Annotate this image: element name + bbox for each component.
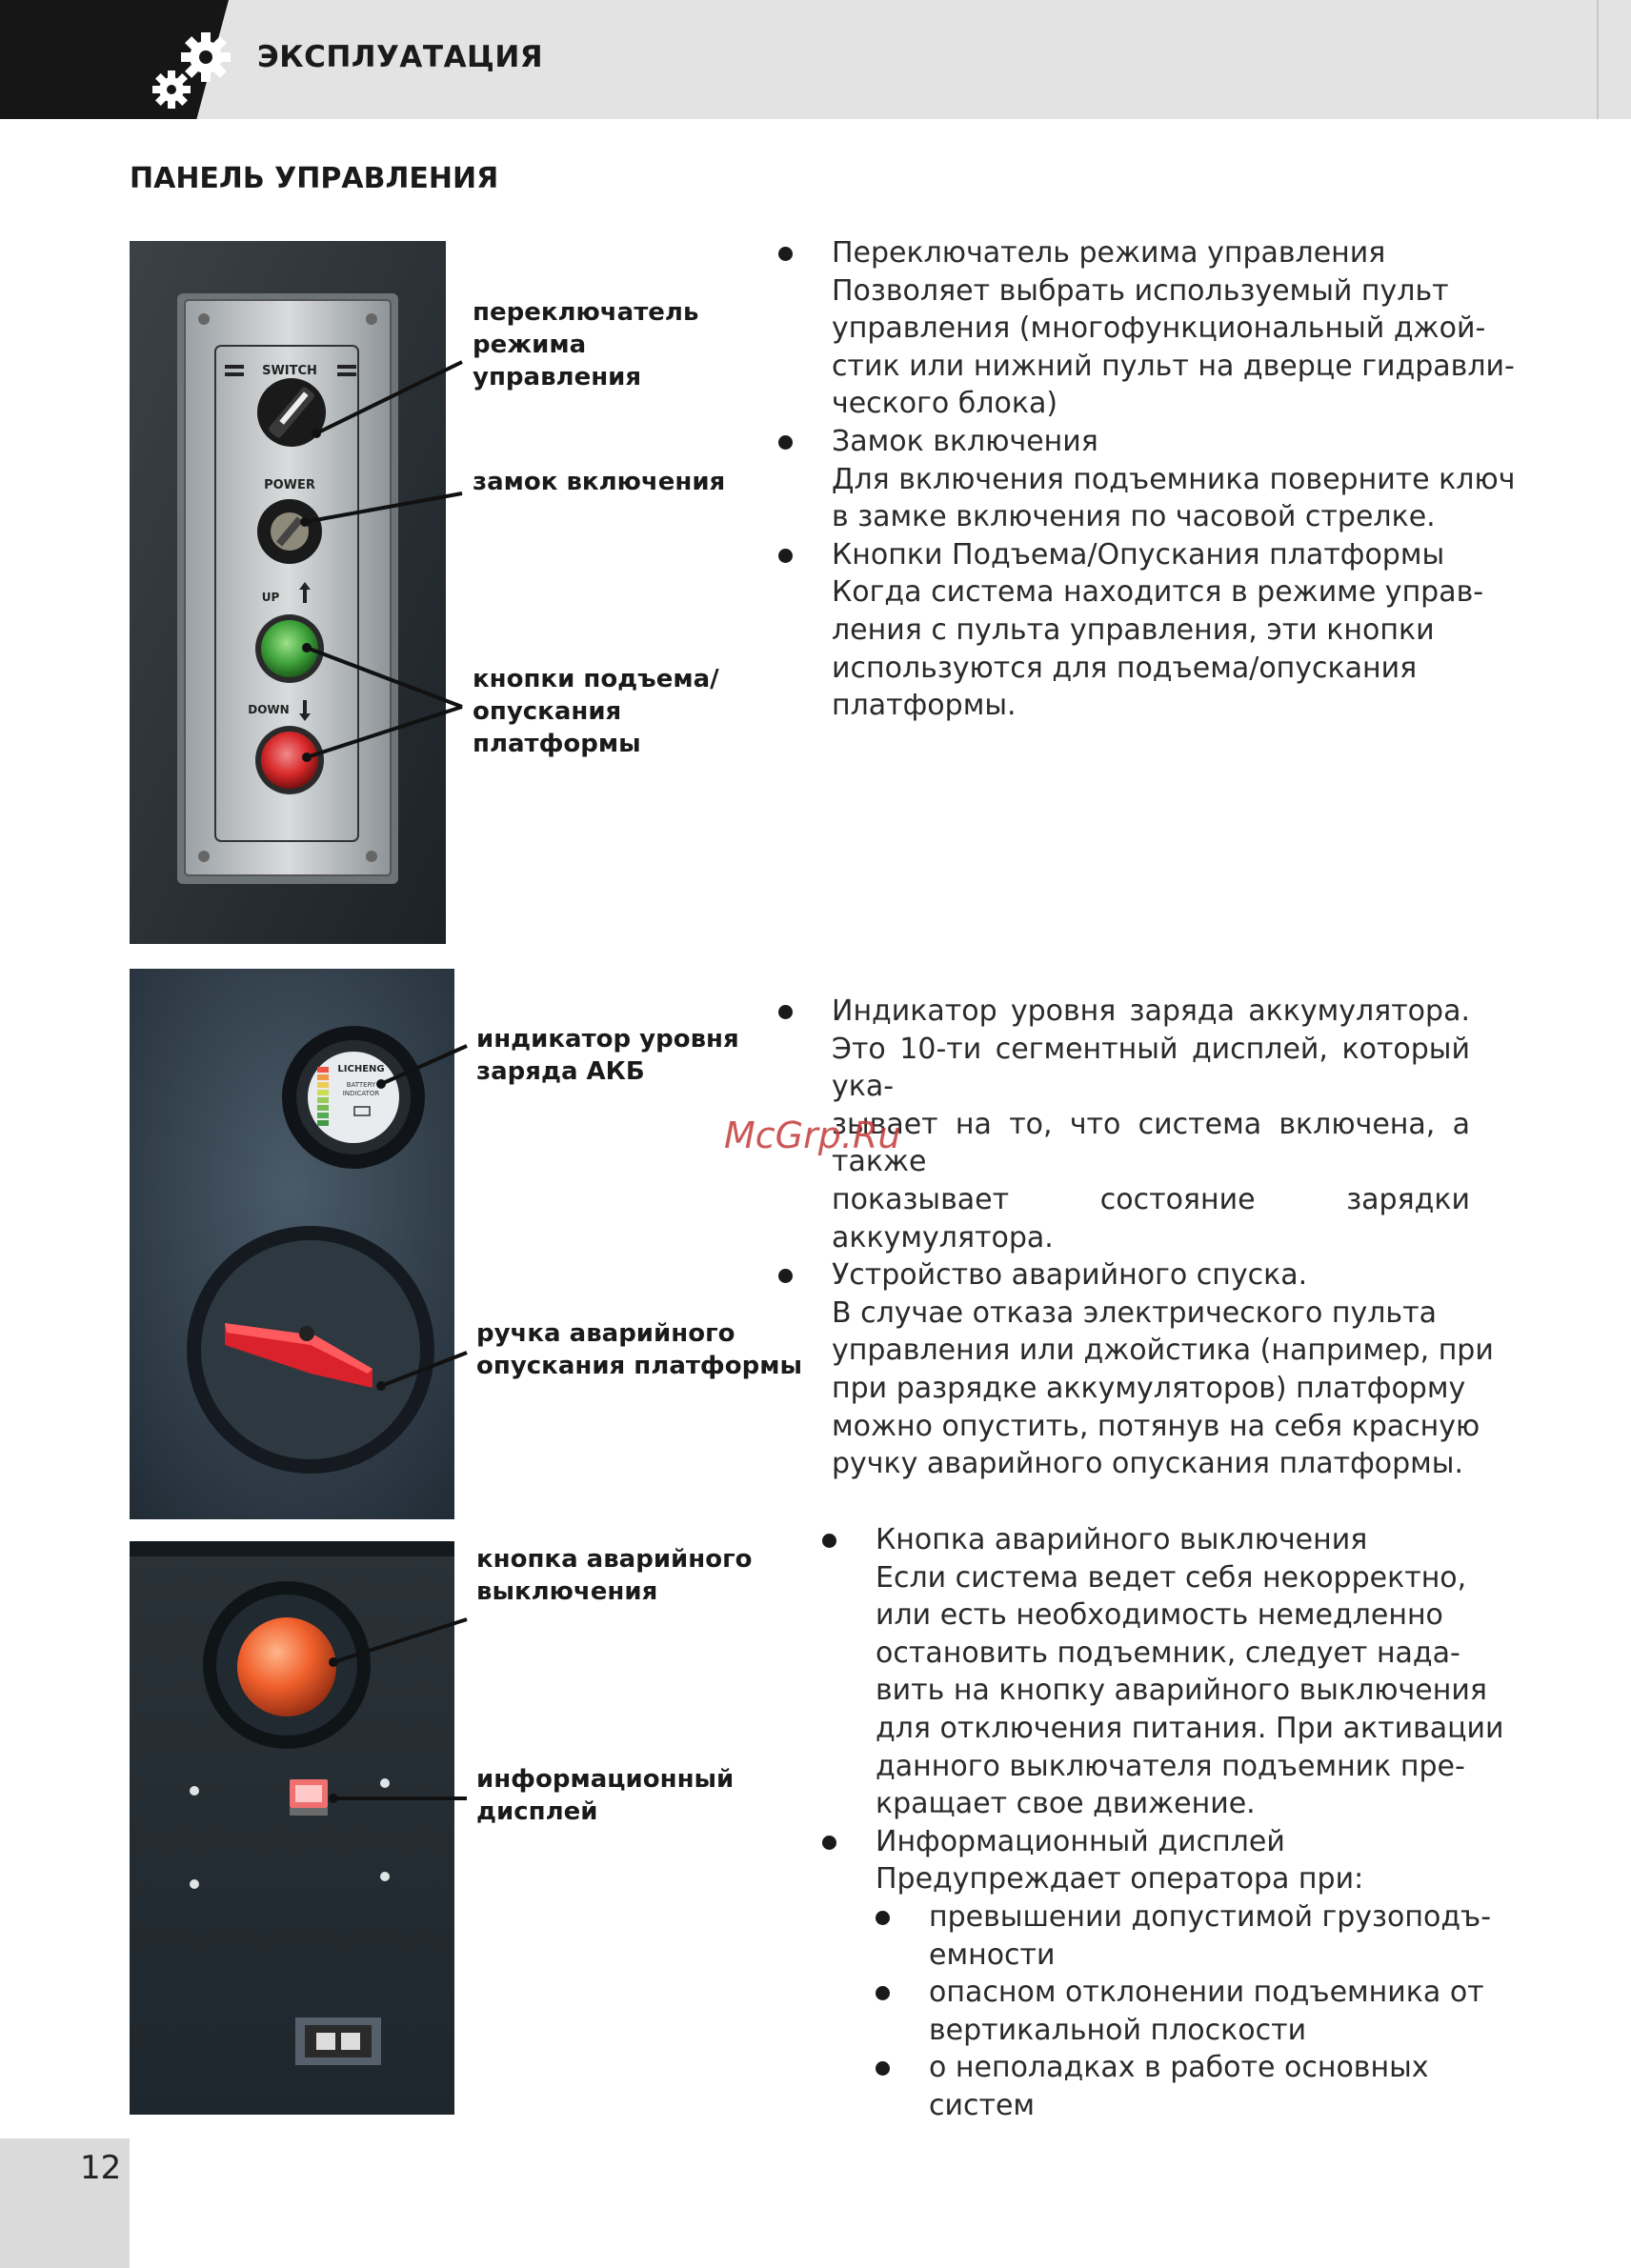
battery-label-1: BATTERY: [346, 1081, 376, 1089]
battery-label-2: INDICATOR: [342, 1090, 380, 1097]
text-block-2: [778, 993, 1494, 1483]
power-label: POWER: [264, 478, 315, 492]
callout-battery: индикатор уровня заряда АКБ: [476, 1025, 739, 1086]
bullet-icon: [778, 1005, 793, 1019]
watermark: McGrp.Ru: [724, 1114, 901, 1156]
bullet-icon: [822, 1534, 836, 1548]
text-block-1: [778, 234, 1516, 725]
list-item: Кнопки Подъема/Опускания платформы Когда система находится в режиме управ- ления с пульта управления, эти кнопки используются для подъема/опускания платформы.: [778, 536, 1464, 725]
list-item: Замок включения Для включения подъемника поверните ключ в замке включения по часовой стрелке.: [778, 423, 1464, 536]
bullet-icon: [876, 1986, 890, 2000]
callout-display: информационный дисплей: [476, 1765, 735, 1826]
sub-list-item: превышении допустимой грузоподъ- емности: [876, 1898, 1470, 1974]
page-number: 12: [80, 2149, 122, 2187]
battery-brand-label: LICHENG: [337, 1064, 385, 1074]
sub-list-item: о неполадках в работе основных систем: [876, 2049, 1470, 2124]
callout-key: замок включения: [473, 468, 726, 496]
down-label: DOWN: [248, 703, 290, 716]
bullet-icon: [778, 549, 793, 563]
switch-label: SWITCH: [262, 364, 317, 378]
list-item: Индикатор уровня заряда аккумулятора. Это 10-ти сегментный дисплей, который ука- зывает на то, что система включена, а также показывает состояние зарядки аккумулятора.: [778, 993, 1470, 1256]
sub-list-item: опасном отклонении подъемника от вертикальной плоскости: [876, 1974, 1470, 2049]
bullet-icon: [876, 2061, 890, 2076]
bullet-icon: [778, 1269, 793, 1283]
bullet-icon: [822, 1836, 836, 1850]
list-item: Кнопка аварийного выключения Если система ведет себя некорректно, или есть необходимость немедленно остановить подъемник, следует нада- вить на кнопку аварийного выключения для отключения питания. При активации данного выключателя подъемник пре- кращает свое движение.: [822, 1521, 1470, 1823]
list-item: Информационный дисплей Предупреждает оператора при: превышении допустимой грузоподъ- емности опасном отклонении подъемника от вертикальной плоскости о неполадках в работе основных систем: [822, 1823, 1470, 2125]
bullet-icon: [876, 1911, 890, 1925]
text-block-3: [822, 1521, 1504, 2125]
callout-buttons: кнопки подъема/ опускания платформы: [473, 665, 719, 758]
header-title: ЭКСПЛУАТАЦИЯ: [257, 40, 544, 74]
callout-switch: переключатель режима управления: [473, 298, 699, 391]
up-label: UP: [261, 591, 280, 604]
list-item: Устройство аварийного спуска. В случае отказа электрического пульта управления или джойстика (например, при при разрядке аккумуляторов) платформу можно опустить, потянув на себя красную ручку аварийного опускания платформы.: [778, 1256, 1470, 1483]
list-item: Переключатель режима управления Позволяет выбрать используемый пульт управления (многофункциональный джой- стик или нижний пульт на дверце гидравли- ческого блока): [778, 234, 1464, 423]
section-title: ПАНЕЛЬ УПРАВЛЕНИЯ: [130, 162, 499, 195]
callout-handle: ручка аварийного опускания платформы: [476, 1319, 802, 1380]
bullet-icon: [778, 435, 793, 450]
callout-estop: кнопка аварийного выключения: [476, 1545, 753, 1606]
bullet-icon: [778, 247, 793, 261]
